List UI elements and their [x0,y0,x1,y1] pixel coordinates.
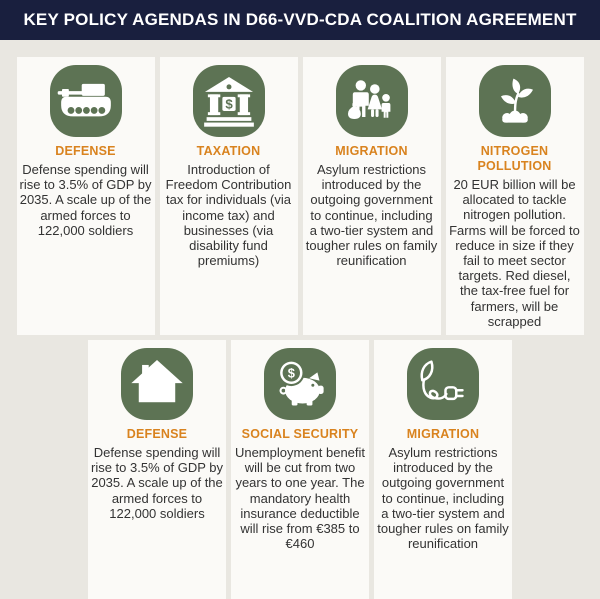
card-text: Defense spending will rise to 3.5% of GDP by 2035. A scale up of the armed forces to 122,000 soldiers [91,445,223,521]
card-defense-2 [88,340,226,599]
card-text: Introduction of Freedom Contribution tax for individuals (via income tax) and businesses (via disability fund premiums) [165,162,292,269]
card-migration [303,57,441,335]
card-title: MIGRATION [335,144,408,158]
header-bar [0,0,600,40]
house-icon [121,348,193,420]
card-nitrogen-pollution [446,57,584,335]
card-taxation [160,57,298,335]
svg-text:$: $ [287,365,295,381]
card-text: Defense spending will rise to 3.5% of GDP by 2035. A scale up of the armed forces to 122,000 soldiers [19,162,152,238]
card-title: DEFENSE [55,144,116,158]
svg-text:$: $ [224,96,233,112]
card-title: SOCIAL SECURITY [241,427,359,442]
card-title: TAXATION [196,144,261,158]
card-text: Unemployment benefit will be cut from two years to one year. The mandatory health insurance deductible will rise from €385 to €460 [234,445,366,552]
card-social-security [231,340,369,599]
tank-icon [50,65,122,137]
card-title: NITROGEN POLLUTION [477,144,552,173]
card-text: Asylum restrictions introduced by the outgoing government to continue, including a two-tier system and tougher rules on family reunification [377,445,509,552]
cards-area [0,40,600,599]
cards-row-2 [0,340,600,599]
piggy-bank-icon [264,348,336,420]
card-text: 20 EUR billion will be allocated to tackle nitrogen pollution. Farms will be forced to reduce in size if they fail to meet sector targets. Red diesel, the tax-free fuel for farmers, will be scrapped [449,177,580,329]
card-migration-2 [374,340,512,599]
page-title: KEY POLICY AGENDAS IN D66-VVD-CDA COALITION AGREEMENT [23,10,577,29]
family-icon [336,65,408,137]
card-title: DEFENSE [126,427,188,442]
card-defense [17,57,155,335]
cards-row-1 [0,57,600,335]
leaf-plug-icon [407,348,479,420]
card-title: MIGRATION [406,427,480,442]
card-text: Asylum restrictions introduced by the outgoing government to continue, including a two-tier system and tougher rules on family reunification [305,162,438,269]
plant-icon [479,65,551,137]
bank-icon [193,65,265,137]
